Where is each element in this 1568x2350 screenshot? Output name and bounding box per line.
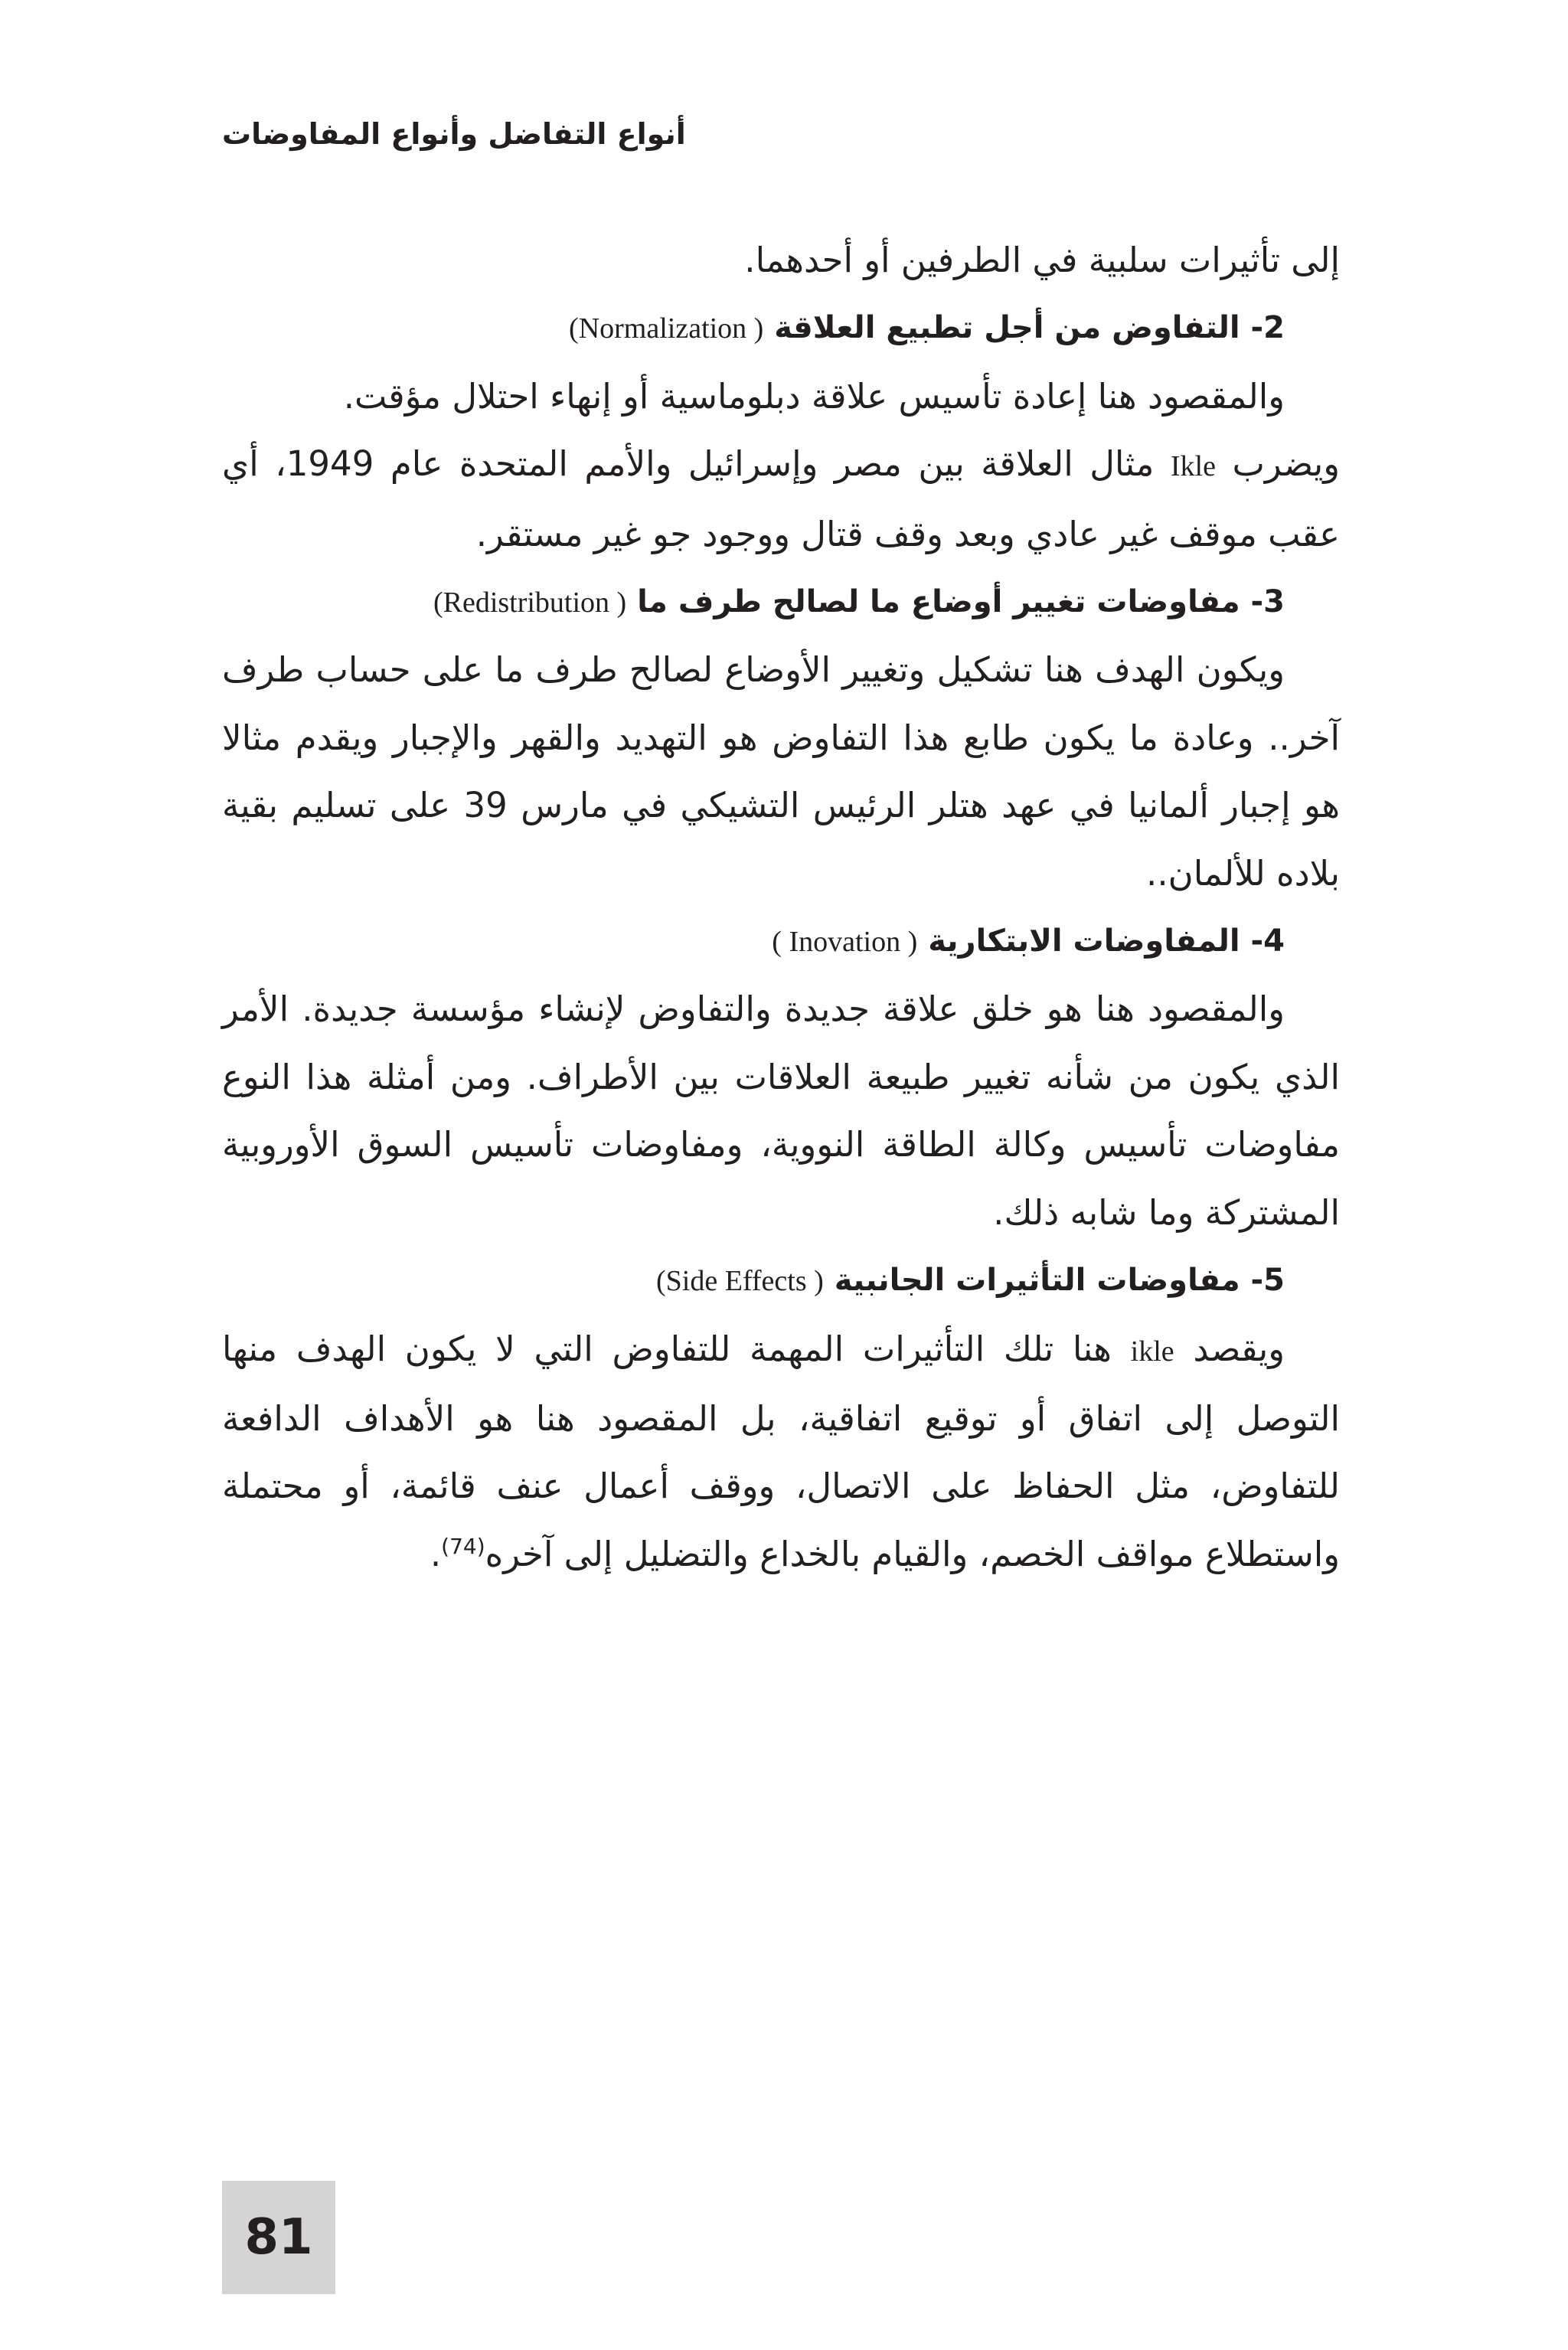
intro-paragraph: إلى تأثيرات سلبية في الطرفين أو أحدهما. [744,240,1340,280]
section-2-heading [222,294,1340,362]
section-3-title: 3- مفاوضات تغيير أوضاع ما لصالح طرف ما [637,584,1285,620]
section-3-term: (Redistribution ) [433,587,627,619]
section-2-term: (Normalization ) [569,312,764,345]
section-4-paragraph-1: والمقصود هنا هو خلق علاقة جديدة والتفاوض لإنشاء مؤسسة جديدة. الأمر الذي يكون من شأنه تغيير طبيعة العلاقات بين الأطراف. ومن أمثلة هذا النوع مفاوضات تأسيس وكالة الطاقة النووية، ومفاوضات تأسيس السوق الأوروبية المشتركة وما شابه ذلك. [222,989,1340,1233]
section-3-paragraph-1: ويكون الهدف هنا تشكيل وتغيير الأوضاع لصالح طرف ما على حساب طرف آخر.. وعادة ما يكون طابع هذا التفاوض هو التهديد والقهر والإجبار ويقدم مثالا هو إجبار ألمانيا في عهد هتلر الرئيس التشيكي في مارس 39 على تسليم بقية بلاده للألمان.. [222,649,1340,894]
section-5-paragraph-1-rest: هنا تلك التأثيرات المهمة للتفاوض التي لا يكون الهدف منها التوصل إلى اتفاق أو توقيع اتفاقية، بل المقصود هنا هو الأهداف الدافعة للتفاوض، مثل الحفاظ على الاتصال، ووقف أعمال عنف قائمة، أو محتملة واستطلاع مواقف الخصم، والقيام بالخداع والتضليل إلى آخره [222,1328,1340,1574]
section-4-heading [222,907,1340,976]
section-2-paragraph-1: والمقصود هنا إعادة تأسيس علاقة دبلوماسية أو إنهاء احتلال مؤقت. [343,375,1285,417]
section-2-paragraph-2 [222,430,1340,568]
section-5-paragraph-1-end: . [430,1533,442,1574]
running-title: أنواع التفاضل وأنواع المفاوضات [222,117,686,151]
section-3-heading [222,568,1340,636]
page-number: 81 [244,2209,313,2266]
footnote-marker: (74) [441,1533,485,1559]
author-name-ikle-2: ikle [1130,1335,1174,1368]
section-4-title: 4- المفاوضات الابتكارية [928,923,1285,959]
section-2-paragraph-2-rest: مثال العلاقة بين مصر وإسرائيل والأمم المتحدة عام 1949، أي عقب موقف غير عادي وبعد وقف قتال ووجود جو غير مستقر. [222,443,1340,554]
section-4-term: ( Inovation ) [772,926,918,959]
page-number-box [222,2181,335,2294]
section-5-paragraph-1 [222,1316,1340,1589]
section-5-heading [222,1247,1340,1315]
author-name-ikle: Ikle [1170,450,1216,483]
running-header [222,113,1340,155]
section-5-paragraph-1-start: ويقصد [1193,1328,1285,1369]
section-5-term: (Side Effects ) [656,1265,824,1298]
section-2-paragraph-2-start: ويضرب [1232,443,1340,485]
section-2-title: 2- التفاوض من أجل تطبيع العلاقة [774,310,1285,346]
section-5-title: 5- مفاوضات التأثيرات الجانبية [834,1263,1285,1299]
page-content [222,227,1340,1588]
